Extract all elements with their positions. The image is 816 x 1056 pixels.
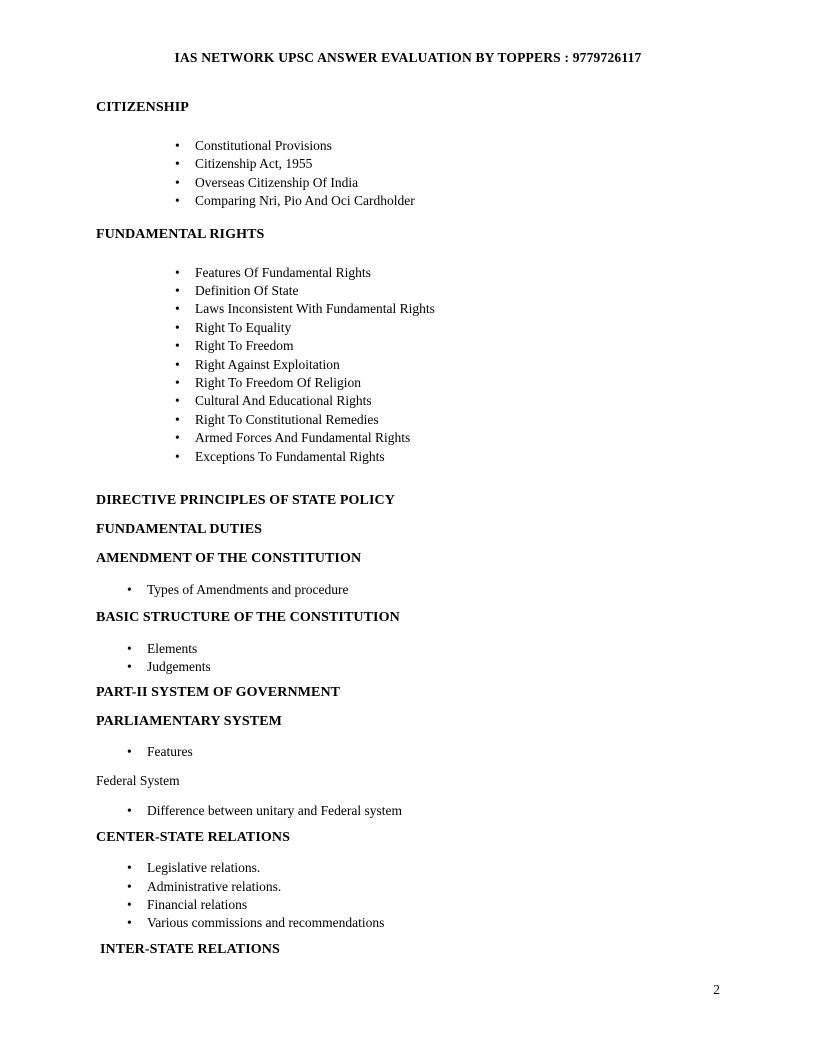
list-item: • Legislative relations. xyxy=(127,859,720,877)
heading-citizenship: CITIZENSHIP xyxy=(96,100,189,115)
list-item: • Right To Freedom xyxy=(175,337,720,355)
heading-part-ii-system-of-government: PART-II SYSTEM OF GOVERNMENT xyxy=(96,685,341,701)
list-item: • Types of Amendments and procedure xyxy=(127,581,720,599)
list-item: • Right To Freedom Of Religion xyxy=(175,374,720,392)
list-item: • Right To Equality xyxy=(175,319,720,337)
heading-amendment-of-constitution: AMENDMENT OF THE CONSTITUTION xyxy=(96,551,362,567)
list-item: • Various commissions and recommendations xyxy=(127,914,720,932)
list-item: • Judgements xyxy=(127,658,720,676)
center-state-relations-topics-list xyxy=(127,859,720,933)
list-item: • Right To Constitutional Remedies xyxy=(175,411,720,429)
subheading-federal-system: Federal System xyxy=(96,772,180,788)
list-item: • Elements xyxy=(127,640,720,658)
list-item: • Features xyxy=(127,743,720,761)
heading-inter-state-relations: INTER-STATE RELATIONS xyxy=(100,941,280,957)
list-item: • Overseas Citizenship Of India xyxy=(175,174,720,192)
list-item: • Exceptions To Fundamental Rights xyxy=(175,448,720,466)
heading-fundamental-rights: FUNDAMENTAL RIGHTS xyxy=(96,226,265,242)
list-item: • Administrative relations. xyxy=(127,878,720,896)
heading-directive-principles: DIRECTIVE PRINCIPLES OF STATE POLICY xyxy=(96,493,395,509)
list-item: • Financial relations xyxy=(127,896,720,914)
list-item: • Comparing Nri, Pio And Oci Cardholder xyxy=(175,192,720,210)
list-item: • Armed Forces And Fundamental Rights xyxy=(175,429,720,447)
heading-fundamental-duties: FUNDAMENTAL DUTIES xyxy=(96,522,263,538)
heading-parliamentary-system: PARLIAMENTARY SYSTEM xyxy=(96,714,282,730)
list-item: • Cultural And Educational Rights xyxy=(175,392,720,410)
list-item: • Features Of Fundamental Rights xyxy=(175,264,720,282)
list-item: • Right Against Exploitation xyxy=(175,356,720,374)
list-item: • Constitutional Provisions xyxy=(175,137,720,155)
list-item: • Definition Of State xyxy=(175,282,720,300)
basic-structure-topics-list xyxy=(127,640,720,677)
fundamental-rights-topics-list xyxy=(175,264,720,466)
heading-basic-structure: BASIC STRUCTURE OF THE CONSTITUTION xyxy=(96,609,400,625)
list-item: • Citizenship Act, 1955 xyxy=(175,155,720,173)
citizenship-topics-list xyxy=(175,137,720,211)
list-item: • Laws Inconsistent With Fundamental Rights xyxy=(175,300,720,318)
amendment-topics-list xyxy=(127,581,720,599)
document-header: IAS NETWORK UPSC ANSWER EVALUATION BY TOPPERS : 9779726117 xyxy=(174,50,642,65)
page-number: 2 xyxy=(713,982,720,997)
list-item: • Difference between unitary and Federal system xyxy=(127,802,720,820)
federal-system-topics-list xyxy=(127,802,720,820)
parliamentary-system-topics-list xyxy=(127,743,720,761)
heading-center-state-relations: CENTER-STATE RELATIONS xyxy=(96,830,290,846)
